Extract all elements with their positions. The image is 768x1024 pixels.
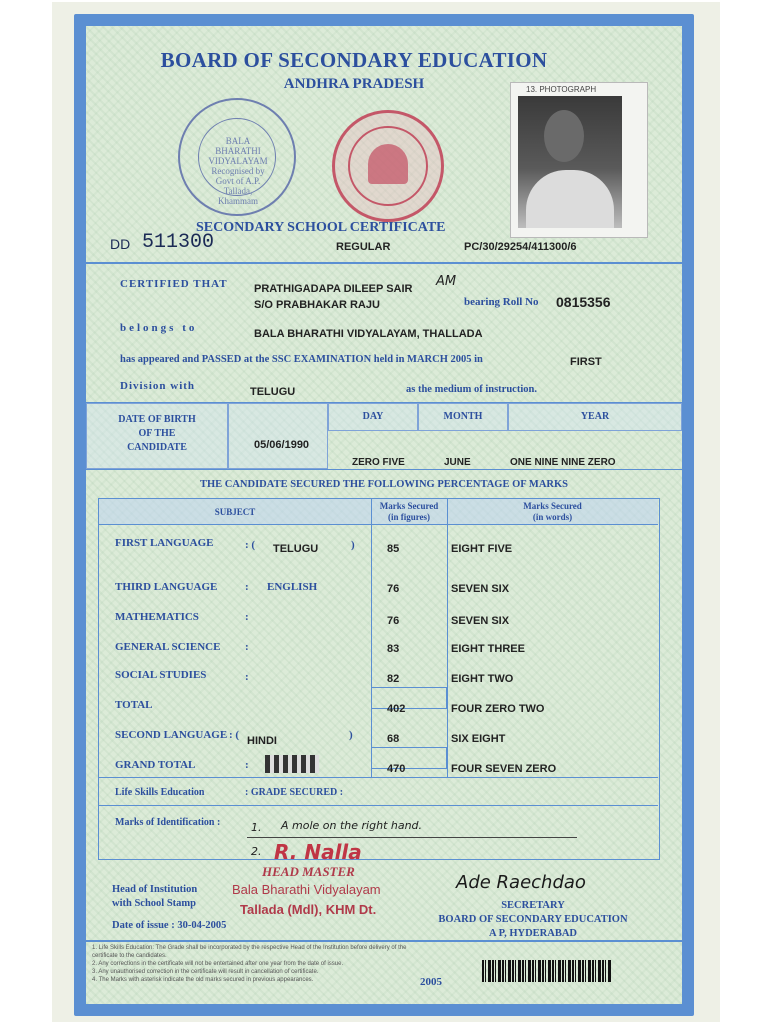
candidate-name: PRATHIGADAPA DILEEP SAIR: [254, 283, 413, 295]
marks-words: EIGHT THREE: [451, 643, 525, 655]
serial-number: 511300: [142, 231, 215, 254]
marks-figure: 82: [387, 673, 400, 685]
divider-bottom: [86, 940, 682, 942]
dob-year-words: ONE NINE NINE ZERO: [510, 457, 616, 468]
secretary-label: SECRETARY: [501, 900, 565, 911]
dob-value: 05/06/1990: [254, 439, 310, 451]
grade-secured-label: : GRADE SECURED :: [245, 787, 344, 798]
identification-label: Marks of Identification :: [115, 817, 221, 828]
roll-label: bearing Roll No: [464, 296, 539, 308]
subject-separator: : (: [229, 729, 240, 741]
dob-label-line3: CANDIDATE: [127, 442, 187, 453]
head-master-signature: R. Nalla: [274, 840, 362, 864]
subject-close: ): [351, 539, 355, 551]
words-header-line1: Marks Secured: [523, 501, 582, 511]
certificate-sheet: [86, 26, 682, 1004]
reference-number: PC/30/29254/411300/6: [464, 241, 577, 253]
subject-name: TOTAL: [115, 699, 153, 711]
identification-1-text: A mole on the right hand.: [281, 819, 423, 832]
marks-words: SEVEN SIX: [451, 615, 510, 627]
dob-day-words: ZERO FIVE: [352, 457, 405, 468]
footnote: 1. Life Skills Education: The Grade shall be incorporated by the respective Head of the Institution before delivery of the certificate to the candidates.: [92, 945, 407, 959]
certified-label: CERTIFIED THAT: [120, 278, 228, 290]
barcode: [482, 960, 612, 982]
subject-name: THIRD LANGUAGE: [115, 581, 218, 593]
footnote: 2. Any corrections in the certificate will not be entertained after one year from the date of issue.: [92, 961, 344, 967]
subject-separator: :: [245, 671, 249, 683]
figures-header-line1: Marks Secured: [379, 501, 439, 511]
divider-top: [86, 262, 682, 264]
state-title: ANDHRA PRADESH: [283, 76, 425, 92]
belongs-label: belongs to: [120, 322, 198, 334]
identification-divider: [99, 805, 658, 806]
secretary-place: A P, HYDERABAD: [489, 928, 577, 939]
subject-separator: : (: [245, 539, 256, 551]
subject-name: MATHEMATICS: [115, 611, 199, 623]
head-master-stamp: HEAD MASTER: [262, 864, 355, 879]
secretary-signature: Ade Raechdao: [456, 872, 586, 893]
roll-number: 0815356: [556, 294, 611, 310]
school-stamp-label: with School Stamp: [112, 898, 197, 909]
dob-label: [86, 413, 228, 455]
subject-detail: HINDI: [247, 735, 277, 747]
subject-separator: :: [245, 581, 249, 593]
subject-separator: :: [245, 759, 249, 771]
marks-figure: 83: [387, 643, 400, 655]
state-emblem-icon: [368, 144, 408, 184]
words-header-line2: (in words): [532, 512, 573, 522]
marks-figure: 85: [387, 543, 400, 555]
footnotes: [92, 944, 418, 984]
day-header: DAY: [362, 411, 384, 422]
subject-close: ): [349, 729, 353, 741]
serial-prefix: DD: [110, 236, 131, 252]
board-title: BOARD OF SECONDARY EDUCATION: [160, 48, 548, 72]
marks-words: FOUR SEVEN ZERO: [451, 763, 557, 775]
marks-figure: 402: [387, 703, 406, 715]
school-round-stamp-text: BALA BHARATHI VIDYALAYAM Recognised by Govt of A.P. Tallada, Khammam: [208, 136, 268, 206]
subject-name: GENERAL SCIENCE: [115, 641, 221, 653]
secretary-board: BOARD OF SECONDARY EDUCATION: [438, 914, 628, 925]
school-stamp-line1: Bala Bharathi Vidyalayam: [232, 882, 381, 897]
candidate-name-handwritten: AM: [436, 274, 457, 289]
marks-figure: 68: [387, 733, 400, 745]
date-of-birth-grid: [86, 402, 682, 470]
dob-month-words: JUNE: [444, 457, 471, 468]
head-of-institution-label: Head of Institution: [112, 884, 198, 895]
subject-separator: :: [245, 641, 249, 653]
life-skills-label: Life Skills Education: [115, 787, 205, 798]
division-value: FIRST: [570, 356, 602, 368]
year-header: YEAR: [580, 411, 610, 422]
footnote: 4. The Marks with asterisk indicate the old marks secured in previous appearances.: [92, 977, 314, 983]
candidate-relation: S/O PRABHAKAR RAJU: [254, 299, 380, 311]
division-label: Division with: [120, 380, 196, 392]
figures-header-line2: (in figures): [387, 512, 431, 522]
medium-value: TELUGU: [250, 386, 296, 398]
subject-name: SECOND LANGUAGE: [115, 729, 228, 741]
subject-name: FIRST LANGUAGE: [115, 537, 214, 549]
dob-label-line2: OF THE: [138, 428, 176, 439]
figures-header: [371, 499, 447, 525]
marks-figure: 76: [387, 583, 400, 595]
candidate-school: BALA BHARATHI VIDYALAYAM, THALLADA: [254, 328, 483, 340]
school-stamp-line2: Tallada (Mdl), KHM Dt.: [240, 902, 377, 917]
marks-words: EIGHT FIVE: [451, 543, 513, 555]
words-header: [447, 499, 658, 525]
date-of-issue: Date of issue : 30-04-2005: [112, 920, 227, 931]
marks-words: SIX EIGHT: [451, 733, 506, 745]
marks-table: [98, 498, 660, 860]
photograph-face: [544, 110, 584, 162]
passed-statement: has appeared and PASSED at the SSC EXAMINATION held in MARCH 2005 in: [120, 354, 483, 365]
life-skills-divider: [99, 777, 658, 778]
subject-name: GRAND TOTAL: [115, 759, 196, 771]
marks-words: EIGHT TWO: [451, 673, 514, 685]
subject-detail: TELUGU: [273, 543, 319, 555]
certificate-year: 2005: [420, 976, 442, 988]
subject-detail: ENGLISH: [267, 581, 318, 593]
dob-label-line1: DATE OF BIRTH: [118, 414, 196, 425]
marks-figure: 470: [387, 763, 406, 775]
candidate-mode: REGULAR: [336, 241, 391, 253]
marks-figure: 76: [387, 615, 400, 627]
subject-header: SUBJECT: [99, 499, 371, 525]
grand-total-stamp: [265, 755, 319, 773]
words-column-divider: [447, 499, 448, 777]
certificate-title: SECONDARY SCHOOL CERTIFICATE: [196, 220, 446, 235]
photograph-label: 13. PHOTOGRAPH: [526, 85, 597, 94]
footnote: 3. Any unauthorised correction in the certificate will result in cancellation of certificate.: [92, 969, 319, 975]
marks-caption: THE CANDIDATE SECURED THE FOLLOWING PERCENTAGE OF MARKS: [199, 479, 569, 490]
identification-1-number: 1.: [251, 821, 262, 834]
subject-separator: :: [245, 611, 249, 623]
identification-2-number: 2.: [251, 845, 262, 858]
marks-words: FOUR ZERO TWO: [451, 703, 545, 715]
dob-value-cell: [228, 403, 328, 469]
figures-column-divider: [371, 499, 372, 777]
month-header: MONTH: [443, 411, 483, 422]
marks-words: SEVEN SIX: [451, 583, 510, 595]
medium-suffix: as the medium of instruction.: [406, 384, 537, 395]
subject-name: SOCIAL STUDIES: [115, 669, 207, 681]
identification-underline: [247, 837, 577, 838]
